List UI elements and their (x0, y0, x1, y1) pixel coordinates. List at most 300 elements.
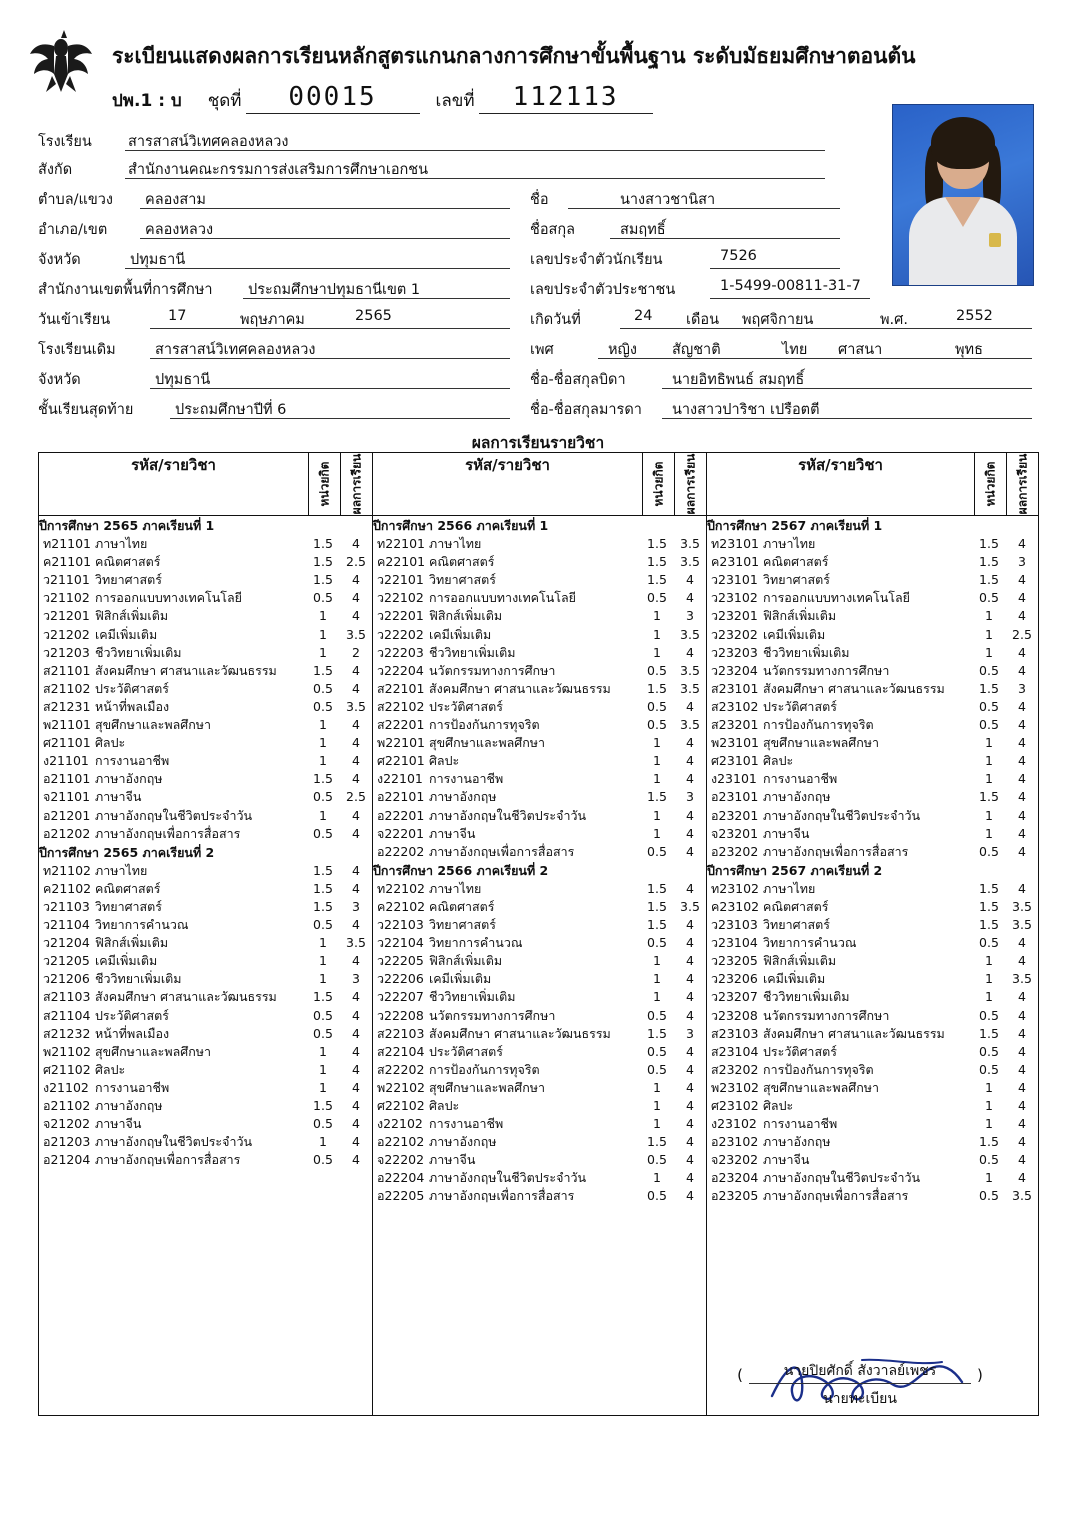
table-row (707, 1061, 1038, 1079)
subject-name: ภาษาจีน (763, 825, 810, 841)
table-row (373, 1115, 706, 1133)
father-label: ชื่อ-ชื่อสกุลบิดา (530, 372, 626, 388)
subject-credit: 1 (985, 608, 993, 624)
table-row (707, 1169, 1038, 1187)
table-row (707, 807, 1038, 825)
table-row (707, 644, 1038, 662)
subject-name: ประวัติศาสตร์ (95, 1007, 169, 1023)
subject-grade: 4 (686, 1079, 694, 1095)
subject-credit: 1 (319, 1061, 327, 1077)
subject-grade: 4 (352, 1079, 360, 1095)
table-row (373, 644, 706, 662)
table-row (373, 1061, 706, 1079)
entry-date-rule (150, 328, 510, 329)
table-row (373, 952, 706, 970)
subject-grade: 4 (1018, 1007, 1026, 1023)
subject-grade: 3.5 (346, 935, 366, 951)
subject-name: สังคมศึกษา ศาสนาและวัฒนธรรม (95, 662, 277, 678)
subject-name: ฟิสิกส์เพิ่มเติม (763, 608, 837, 624)
subject-grade: 3 (1018, 554, 1026, 570)
subject-credit: 0.5 (979, 590, 999, 606)
subject-code: อ22205 (377, 1188, 425, 1204)
subject-grade: 4 (352, 989, 360, 1005)
subject-credit: 1.5 (647, 789, 667, 805)
table-row (373, 788, 706, 806)
birth-month-label: เดือน (686, 312, 719, 328)
subject-credit: 1.5 (313, 572, 333, 588)
district-value: คลองหลวง (145, 222, 214, 238)
subject-grade: 3.5 (680, 680, 700, 696)
subject-credit: 1 (985, 971, 993, 987)
table-row (707, 952, 1038, 970)
subject-code: จ21202 (43, 1116, 91, 1132)
subject-credit: 0.5 (313, 825, 333, 841)
number-label: เลขที่ (435, 91, 475, 111)
subject-code: ว23103 (711, 917, 758, 933)
registrar-role: นายทะเบียน (823, 1391, 897, 1407)
last-class-label: ชั้นเรียนสุดท้าย (38, 402, 134, 418)
subject-code: ว23206 (711, 971, 758, 987)
table-row (39, 1115, 372, 1133)
subject-code: อ21204 (43, 1152, 91, 1168)
subject-grade: 3 (1018, 680, 1026, 696)
table-row (707, 535, 1038, 553)
subject-name: ภาษาอังกฤษ (763, 1134, 831, 1150)
table-row (707, 1025, 1038, 1043)
subject-credit: 0.5 (647, 935, 667, 951)
term-heading-row (39, 843, 372, 862)
subject-credit: 1 (319, 807, 327, 823)
subject-grade: 4 (686, 1116, 694, 1132)
citizen-id-value: 1-5499-00811-31-7 (720, 278, 861, 294)
subject-name: ศิลปะ (763, 753, 794, 769)
subject-grade: 3.5 (680, 536, 700, 552)
subject-credit: 0.5 (647, 698, 667, 714)
subject-grade: 4 (686, 935, 694, 951)
table-row (39, 589, 372, 607)
photo-collar-left (945, 197, 963, 227)
subject-code: ศ21102 (43, 1061, 91, 1077)
table-row (707, 770, 1038, 788)
lastname-value: สมฤทธิ์ (620, 222, 666, 238)
subject-credit: 0.5 (647, 717, 667, 733)
subject-credit: 1.5 (313, 989, 333, 1005)
sex-rule (598, 358, 1032, 359)
subject-credit: 1 (985, 753, 993, 769)
subject-credit: 1 (653, 989, 661, 1005)
subject-grade: 4 (352, 825, 360, 841)
table-row (707, 716, 1038, 734)
header-grade-2: ผลการเรียน (675, 453, 707, 516)
subject-grade: 4 (686, 880, 694, 896)
area-office-value: ประถมศึกษาปทุมธานีเขต 1 (248, 282, 421, 298)
subject-credit: 1 (319, 1134, 327, 1150)
subject-grade: 4 (1018, 1152, 1026, 1168)
table-row (373, 1007, 706, 1025)
table-row (707, 662, 1038, 680)
subject-name: การออกแบบทางเทคโนโลยี (95, 590, 243, 606)
subject-credit: 0.5 (979, 1152, 999, 1168)
province-label: จังหวัด (38, 252, 81, 268)
subject-credit: 1 (653, 825, 661, 841)
subject-name: สุขศึกษาและพลศึกษา (763, 735, 880, 751)
subject-credit: 1 (653, 807, 661, 823)
subject-grade: 4 (1018, 644, 1026, 660)
subject-code: ส22104 (377, 1043, 425, 1059)
table-row (373, 880, 706, 898)
table-row (39, 752, 372, 770)
subject-code: อ21201 (43, 807, 91, 823)
subject-code: อ23202 (711, 843, 759, 859)
subject-credit: 1 (319, 608, 327, 624)
subject-code: ส21231 (43, 698, 91, 714)
citizen-id-rule (710, 298, 870, 299)
subdistrict-value: คลองสาม (145, 192, 206, 208)
subject-name: ศิลปะ (429, 1098, 460, 1113)
table-row (373, 553, 706, 571)
subject-name: ศิลปะ (763, 1098, 794, 1113)
subject-name: ประวัติศาสตร์ (763, 1043, 837, 1059)
subject-grade: 4 (686, 825, 694, 841)
subject-credit: 0.5 (313, 1025, 333, 1041)
school-rule (125, 150, 825, 151)
subject-grade: 4 (686, 1134, 694, 1150)
subject-name: ภาษาอังกฤษเพื่อการสื่อสาร (429, 1188, 575, 1204)
entry-day: 17 (168, 308, 187, 324)
subject-name: การงานอาชีพ (95, 753, 170, 769)
subject-name: ภาษาอังกฤษเพื่อการสื่อสาร (95, 825, 241, 841)
subject-grade: 4 (686, 753, 694, 769)
subject-grade: 4 (352, 1061, 360, 1077)
subject-credit: 1 (985, 644, 993, 660)
subject-name: คณิตศาสตร์ (95, 554, 161, 570)
subject-code: ท21102 (43, 862, 92, 878)
subject-grade: 4 (686, 1061, 694, 1077)
subject-code: ค23102 (711, 898, 760, 914)
subject-grade: 2.5 (1012, 626, 1032, 642)
subject-name: ภาษาอังกฤษในชีวิตประจำวัน (763, 807, 921, 823)
subject-credit: 1.5 (647, 554, 667, 570)
subject-code: ท22102 (377, 880, 426, 896)
subject-grade: 4 (352, 608, 360, 624)
birth-month: พฤศจิกายน (742, 312, 814, 328)
subject-list-2 (373, 516, 706, 1206)
citizen-id-label: เลขประจำตัวประชาชน (530, 282, 676, 298)
document-code: ปพ.1 : บ (112, 91, 182, 111)
subject-name: สังคมศึกษา ศาสนาและวัฒนธรรม (95, 989, 277, 1005)
subject-code: อ23205 (711, 1188, 759, 1204)
photo-collar-right (963, 197, 981, 227)
subject-grade: 4 (352, 1134, 360, 1150)
table-row (39, 825, 372, 843)
subject-code: ส23201 (711, 717, 759, 733)
subject-credit: 1.5 (647, 572, 667, 588)
subject-code: ว22103 (377, 917, 424, 933)
former-school-rule (150, 358, 510, 359)
set-value: 00015 (246, 82, 420, 114)
table-row (39, 571, 372, 589)
table-row (373, 770, 706, 788)
subject-name: สุขศึกษาและพลศึกษา (95, 1043, 212, 1059)
subject-code: ส23202 (711, 1061, 759, 1077)
subject-credit: 1.5 (647, 880, 667, 896)
father-rule (662, 388, 1032, 389)
subject-code: ง23101 (711, 771, 757, 787)
subject-credit: 0.5 (313, 1152, 333, 1168)
subject-grade: 4 (686, 735, 694, 751)
subject-grade: 4 (1018, 935, 1026, 951)
father-value: นายอิทธิพนธ์ สมฤทธิ์ (672, 372, 805, 388)
table-row (707, 571, 1038, 589)
table-row (373, 734, 706, 752)
table-row (707, 752, 1038, 770)
district-rule (140, 238, 510, 239)
table-row (707, 680, 1038, 698)
subject-credit: 0.5 (313, 1007, 333, 1023)
subject-name: ศิลปะ (95, 735, 126, 751)
subject-credit: 1.5 (647, 680, 667, 696)
subject-credit: 1.5 (313, 771, 333, 787)
subject-code: ค23101 (711, 554, 760, 570)
subject-grade: 4 (1018, 807, 1026, 823)
subject-code: ว23204 (711, 662, 758, 678)
subject-name: สังคมศึกษา ศาสนาและวัฒนธรรม (763, 680, 945, 696)
subject-credit: 1 (653, 735, 661, 751)
subject-credit: 1 (319, 1043, 327, 1059)
nationality-value: ไทย (782, 342, 808, 358)
subject-credit: 1.5 (979, 572, 999, 588)
subject-grade: 4 (352, 880, 360, 896)
subject-code: ส22103 (377, 1025, 425, 1041)
table-row (373, 970, 706, 988)
subject-code: ส23102 (711, 698, 759, 714)
term-heading: ปีการศึกษา 2567 ภาคเรียนที่ 2 (707, 862, 883, 878)
table-row (707, 788, 1038, 806)
entry-year: 2565 (355, 308, 392, 324)
subject-code: ว21103 (43, 898, 90, 914)
table-row (39, 553, 372, 571)
religion-label: ศาสนา (838, 342, 883, 358)
subject-grade: 4 (352, 917, 360, 933)
subject-credit: 1 (985, 771, 993, 787)
mother-label: ชื่อ-ชื่อสกุลมารดา (530, 402, 642, 418)
table-row (39, 535, 372, 553)
subject-credit: 1 (985, 807, 993, 823)
subject-name: ชีววิทยาเพิ่มเติม (95, 644, 182, 660)
subject-code: อ21102 (43, 1098, 91, 1113)
subject-code: ว21101 (43, 572, 90, 588)
table-row (373, 807, 706, 825)
subject-credit: 1.5 (313, 862, 333, 878)
subject-code: ว21102 (43, 590, 90, 606)
table-row (373, 662, 706, 680)
subject-code: ว21104 (43, 917, 90, 933)
subject-code: พ21101 (43, 717, 92, 733)
grades-column-1 (39, 516, 373, 1416)
table-row (39, 1043, 372, 1061)
province-rule (125, 268, 510, 269)
subject-grade: 4 (352, 1043, 360, 1059)
subject-code: ว23102 (711, 590, 758, 606)
subject-grade: 3.5 (1012, 971, 1032, 987)
subject-name: ภาษาอังกฤษในชีวิตประจำวัน (429, 1170, 587, 1186)
paren-right: ) (977, 1366, 983, 1384)
subject-code: ง23102 (711, 1116, 757, 1132)
subject-code: ว21202 (43, 626, 90, 642)
subject-code: พ22101 (377, 735, 426, 751)
subject-code: ศ21101 (43, 735, 91, 751)
subject-grade: 4 (686, 572, 694, 588)
subject-grade: 4 (1018, 1061, 1026, 1077)
subject-code: อ21101 (43, 771, 91, 787)
header-credit-3: หน่วยกิต (975, 453, 1007, 516)
table-row (39, 1097, 372, 1115)
subject-grade: 3.5 (680, 626, 700, 642)
subject-code: ส22201 (377, 717, 425, 733)
header-grade-1: ผลการเรียน (341, 453, 373, 516)
subject-grade: 4 (1018, 753, 1026, 769)
subject-name: สุขศึกษาและพลศึกษา (429, 735, 546, 751)
table-row (373, 988, 706, 1006)
subject-name: ชีววิทยาเพิ่มเติม (763, 989, 850, 1005)
table-row (707, 1115, 1038, 1133)
subject-name: สุขศึกษาและพลศึกษา (95, 717, 212, 733)
subject-credit: 1 (653, 753, 661, 769)
subject-credit: 1.5 (979, 917, 999, 933)
subject-name: สังคมศึกษา ศาสนาและวัฒนธรรม (429, 680, 611, 696)
subject-name: ฟิสิกส์เพิ่มเติม (429, 953, 503, 969)
photo-badge (989, 233, 1001, 247)
subject-code: ว23203 (711, 644, 758, 660)
subject-grade: 3.5 (680, 554, 700, 570)
page-title: ระเบียนแสดงผลการเรียนหลักสูตรแกนกลางการศึกษาขั้นพื้นฐาน ระดับมัธยมศึกษาตอนต้น (112, 44, 916, 68)
subject-credit: 1 (985, 825, 993, 841)
subject-grade: 4 (352, 1116, 360, 1132)
subject-code: ค22101 (377, 554, 426, 570)
subject-grade: 4 (1018, 735, 1026, 751)
subject-grade: 4 (352, 735, 360, 751)
table-row (39, 788, 372, 806)
subject-grade: 4 (1018, 590, 1026, 606)
table-row (39, 807, 372, 825)
subject-grade: 4 (686, 843, 694, 859)
subject-credit: 0.5 (979, 698, 999, 714)
subject-code: ค22102 (377, 898, 426, 914)
subject-name: ภาษาอังกฤษในชีวิตประจำวัน (763, 1170, 921, 1186)
subject-grade: 4 (686, 1007, 694, 1023)
grades-column-2 (373, 516, 707, 1416)
subject-credit: 0.5 (647, 1007, 667, 1023)
subject-credit: 1 (319, 626, 327, 642)
subject-credit: 1.5 (647, 1134, 667, 1150)
subject-code: อ21203 (43, 1134, 91, 1150)
subject-credit: 1 (319, 935, 327, 951)
subject-name: การออกแบบทางเทคโนโลยี (763, 590, 911, 606)
lastname-label: ชื่อสกุล (530, 222, 576, 238)
subject-grade: 4 (352, 1025, 360, 1041)
table-row (39, 934, 372, 952)
subject-name: ภาษาไทย (95, 536, 148, 552)
subject-list-1 (39, 516, 372, 1169)
affiliation-label: สังกัด (38, 162, 73, 178)
table-row (707, 698, 1038, 716)
former-province-label: จังหวัด (38, 372, 81, 388)
subject-grade: 4 (1018, 1098, 1026, 1113)
subject-code: ว23101 (711, 572, 758, 588)
subject-code: อ23101 (711, 789, 759, 805)
table-row (707, 970, 1038, 988)
table-row (39, 988, 372, 1006)
table-row (373, 626, 706, 644)
subject-grade: 2.5 (346, 554, 366, 570)
mother-value: นางสาวปาริชา เปรือตตี (672, 402, 820, 418)
table-row (39, 662, 372, 680)
subject-credit: 0.5 (313, 590, 333, 606)
subject-grade: 4 (1018, 953, 1026, 969)
subject-name: วิทยาศาสตร์ (95, 898, 163, 914)
subject-code: ว22203 (377, 644, 424, 660)
subject-name: หน้าที่พลเมือง (95, 1025, 170, 1041)
subject-name: วิทยาศาสตร์ (95, 572, 163, 588)
subject-credit: 1 (985, 989, 993, 1005)
subject-credit: 0.5 (313, 680, 333, 696)
subject-code: ว22206 (377, 971, 424, 987)
subject-grade: 4 (686, 1170, 694, 1186)
former-school-label: โรงเรียนเดิม (38, 342, 116, 358)
subject-credit: 1 (319, 717, 327, 733)
subject-name: เคมีเพิ่มเติม (95, 953, 158, 969)
subject-name: เคมีเพิ่มเติม (763, 626, 826, 642)
subject-name: ฟิสิกส์เพิ่มเติม (95, 935, 169, 951)
table-row (373, 916, 706, 934)
subject-code: ศ22101 (377, 753, 425, 769)
subject-grade: 4 (352, 753, 360, 769)
term-heading-row (373, 861, 706, 880)
table-row (707, 988, 1038, 1006)
subject-name: เคมีเพิ่มเติม (95, 626, 158, 642)
subject-name: ภาษาอังกฤษ (763, 789, 831, 805)
table-row (707, 934, 1038, 952)
subject-code: อ22201 (377, 807, 425, 823)
subject-name: ภาษาจีน (95, 789, 142, 805)
subject-code: ว22207 (377, 989, 424, 1005)
subject-name: คณิตศาสตร์ (763, 554, 829, 570)
subject-credit: 1 (653, 626, 661, 642)
table-row (39, 1079, 372, 1097)
subject-credit: 1 (653, 644, 661, 660)
former-school-value: สารสาสน์วิเทศคลองหลวง (155, 342, 316, 358)
subject-credit: 1 (319, 644, 327, 660)
table-row (707, 1133, 1038, 1151)
subject-name: วิทยาการคำนวณ (763, 935, 857, 951)
subject-grade: 4 (1018, 825, 1026, 841)
subject-code: ว21201 (43, 608, 90, 624)
subject-grade: 3.5 (1012, 917, 1032, 933)
header-subject-1: รหัส/รายวิชา (39, 453, 309, 516)
subject-name: การป้องกันการทุจริต (429, 1061, 540, 1077)
table-row (707, 1007, 1038, 1025)
subject-code: ว21203 (43, 644, 90, 660)
table-row (373, 752, 706, 770)
subject-code: อ23204 (711, 1170, 759, 1186)
table-row (707, 626, 1038, 644)
subject-code: จ23201 (711, 825, 759, 841)
subdistrict-label: ตำบล/แขวง (38, 192, 114, 208)
header-credit-2: หน่วยกิต (643, 453, 675, 516)
subject-grade: 4 (1018, 717, 1026, 733)
subject-grade: 4 (686, 989, 694, 1005)
subject-credit: 0.5 (313, 917, 333, 933)
